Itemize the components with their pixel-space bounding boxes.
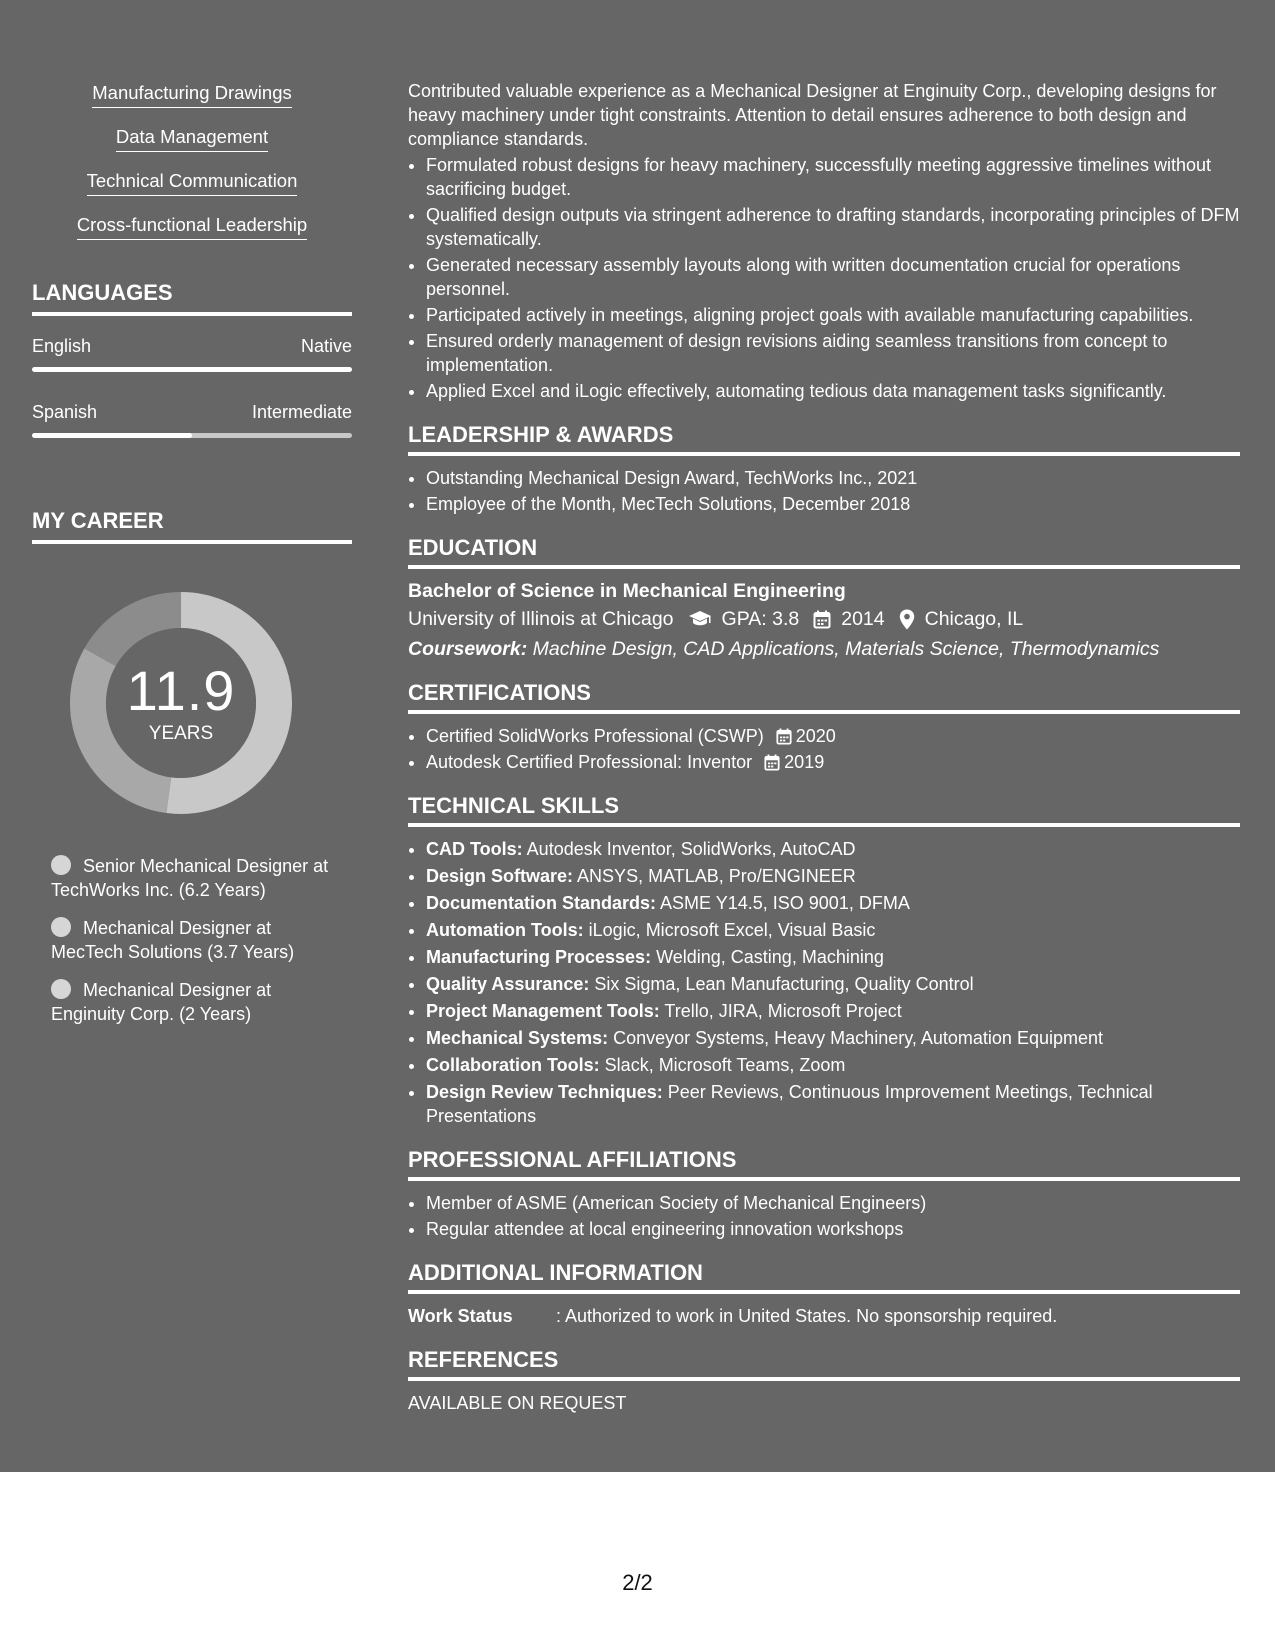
- work-status-value: : Authorized to work in United States. No sponsorship required.: [556, 1306, 1058, 1326]
- list-item: • Employee of the Month, MecTech Solutions, December 2018: [426, 492, 1240, 516]
- language-level: Native: [300, 336, 352, 356]
- page-number: 2/2: [622, 1570, 653, 1595]
- certification-name: • Autodesk Certified Professional: Inventor: [426, 752, 753, 772]
- education-location: Chicago, IL: [924, 608, 1024, 630]
- coursework-list: Machine Design, CAD Applications, Materials Science, Thermodynamics: [532, 638, 1160, 660]
- affiliations-list: [408, 1191, 1240, 1241]
- language-spanish: [32, 402, 352, 438]
- career-donut-chart: [66, 588, 296, 818]
- language-proficiency-fill: [32, 367, 352, 372]
- experience-summary: Contributed valuable experience as a Mechanical Designer at Enginuity Corp., developing designs for heavy machinery under tight constraints. Attention to detail ensures adherence to both design and compliance standards.: [408, 81, 1217, 149]
- calendar-icon: [776, 728, 792, 745]
- experience-bullets: [408, 153, 1240, 403]
- career-legend-item: Senior Mechanical Designer at TechWorks Inc. (6.2 Years): [51, 856, 329, 900]
- language-proficiency-bar: [32, 433, 352, 438]
- certification-year: 2020: [795, 726, 836, 746]
- list-item: • Member of ASME (American Society of Mechanical Engineers): [426, 1191, 1240, 1215]
- education-degree: Bachelor of Science in Mechanical Engineering: [408, 580, 846, 602]
- language-name: English: [32, 336, 92, 356]
- list-item: • Outstanding Mechanical Design Award, TechWorks Inc., 2021: [426, 466, 1240, 490]
- list-item: • Collaboration Tools: Slack, Microsoft Teams, Zoom: [426, 1053, 1240, 1077]
- education-coursework: [408, 637, 1240, 661]
- list-item: • Qualified design outputs via stringent adherence to drafting standards, incorporating principles of DFM systematically.: [426, 203, 1240, 251]
- references-heading: REFERENCES: [408, 1346, 1240, 1381]
- education-year: 2014: [841, 608, 885, 630]
- coursework-label: Coursework:: [408, 638, 528, 660]
- career-total-unit: YEARS: [148, 723, 214, 744]
- graduation-cap-icon: [688, 610, 712, 628]
- awards-list: [408, 466, 1240, 516]
- work-status-row: [408, 1304, 1240, 1328]
- education-entry: [408, 579, 1240, 661]
- technical-skills-list: [408, 837, 1240, 1128]
- list-item: [426, 750, 1240, 774]
- list-item: • Project Management Tools: Trello, JIRA, Microsoft Project: [426, 999, 1240, 1023]
- language-english: [32, 336, 352, 372]
- languages-heading: LANGUAGES: [32, 280, 352, 316]
- calendar-icon: [764, 754, 780, 771]
- list-item: • Generated necessary assembly layouts along with written documentation crucial for operations personnel.: [426, 253, 1240, 301]
- legend-dot-icon: [51, 979, 71, 999]
- language-level: Intermediate: [251, 402, 352, 422]
- list-item: • Mechanical Systems: Conveyor Systems, Heavy Machinery, Automation Equipment: [426, 1026, 1240, 1050]
- certification-name: • Certified SolidWorks Professional (CSWP): [426, 726, 764, 746]
- skill-link-data-management[interactable]: Data Management: [116, 126, 268, 152]
- list-item: • Ensured orderly management of design revisions aiding seamless transitions from concept to implementation.: [426, 329, 1240, 377]
- awards-heading: LEADERSHIP & AWARDS: [408, 421, 1240, 456]
- list-item: [426, 724, 1240, 748]
- career-heading: MY CAREER: [32, 508, 352, 544]
- legend-dot-icon: [51, 855, 71, 875]
- list-item: • Participated actively in meetings, aligning project goals with available manufacturing capabilities.: [426, 303, 1240, 327]
- list-item: • Documentation Standards: ASME Y14.5, ISO 9001, DFMA: [426, 891, 1240, 915]
- education-gpa: GPA: 3.8: [721, 608, 800, 630]
- certification-year: 2019: [784, 752, 825, 772]
- skill-link-technical-communication[interactable]: Technical Communication: [87, 170, 298, 196]
- list-item: • Automation Tools: iLogic, Microsoft Excel, Visual Basic: [426, 918, 1240, 942]
- career-legend: [51, 854, 352, 1026]
- additional-info-heading: ADDITIONAL INFORMATION: [408, 1259, 1240, 1294]
- career-legend-item: Mechanical Designer at Enginuity Corp. (2 Years): [51, 980, 272, 1024]
- education-school: University of Illinois at Chicago: [408, 608, 674, 630]
- list-item: • CAD Tools: Autodesk Inventor, SolidWorks, AutoCAD: [426, 837, 1240, 861]
- certifications-list: [408, 724, 1240, 774]
- career-legend-item: Mechanical Designer at MecTech Solutions (3.7 Years): [51, 918, 295, 962]
- location-pin-icon: [899, 609, 915, 630]
- list-item: • Applied Excel and iLogic effectively, automating tedious data management tasks significantly.: [426, 379, 1240, 403]
- language-name: Spanish: [32, 402, 98, 422]
- language-proficiency-fill: [32, 433, 192, 438]
- skill-link-cross-functional-leadership[interactable]: Cross-functional Leadership: [77, 214, 307, 240]
- list-item: • Quality Assurance: Six Sigma, Lean Manufacturing, Quality Control: [426, 972, 1240, 996]
- list-item: • Formulated robust designs for heavy machinery, successfully meeting aggressive timelines without sacrificing budget.: [426, 153, 1240, 201]
- list-item: • Manufacturing Processes: Welding, Casting, Machining: [426, 945, 1240, 969]
- affiliations-heading: PROFESSIONAL AFFILIATIONS: [408, 1146, 1240, 1181]
- list-item: • Regular attendee at local engineering innovation workshops: [426, 1217, 1240, 1241]
- education-heading: EDUCATION: [408, 534, 1240, 569]
- career-total-years: 11.9: [126, 659, 236, 722]
- certifications-heading: CERTIFICATIONS: [408, 679, 1240, 714]
- right-column: [408, 79, 1240, 1415]
- language-proficiency-bar: [32, 367, 352, 372]
- list-item: • Design Software: ANSYS, MATLAB, Pro/ENGINEER: [426, 864, 1240, 888]
- calendar-icon: [813, 610, 831, 629]
- technical-skills-heading: TECHNICAL SKILLS: [408, 792, 1240, 827]
- skill-link-manufacturing-drawings[interactable]: Manufacturing Drawings: [92, 82, 291, 108]
- work-status-label: Work Status: [408, 1306, 513, 1326]
- skill-links: [32, 82, 352, 240]
- list-item: • Design Review Techniques: Peer Reviews, Continuous Improvement Meetings, Technical Presentations: [426, 1080, 1240, 1128]
- left-column: [32, 82, 352, 1040]
- legend-dot-icon: [51, 917, 71, 937]
- references-text: AVAILABLE ON REQUEST: [408, 1393, 627, 1413]
